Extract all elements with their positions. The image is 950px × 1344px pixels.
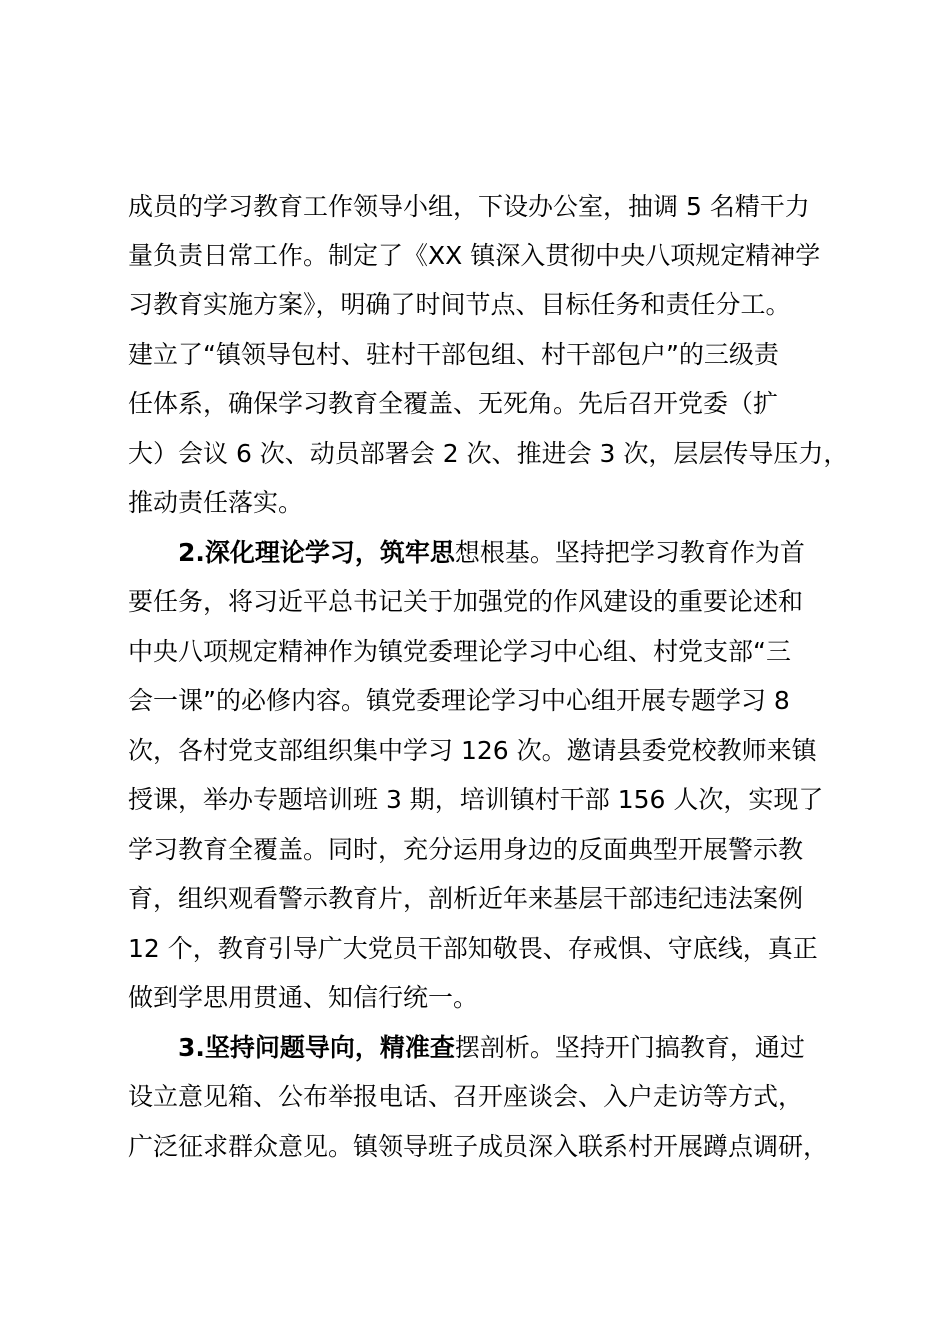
paragraph-line: 12 个，教育引导广大党员干部知敬畏、存戒惧、守底线，真正 [128,934,818,963]
paragraph-line: 要任务，将习近平总书记关于加强党的作风建设的重要论述和 [128,587,804,616]
heading-line-text: 摆剖析。坚持开门搞教育，通过 [454,1033,805,1062]
paragraph-line: 推动责任落实。 [128,488,304,517]
heading-line-text: 想根基。坚持把学习教育作为首 [454,538,805,567]
paragraph-line: 中央八项规定精神作为镇党委理论学习中心组、村党支部“三 [128,637,791,666]
paragraph-line: 设立意见箱、公布举报电话、召开座谈会、入户走访等方式， [128,1082,804,1111]
paragraph-line: 量负责日常工作。制定了《XX 镇深入贯彻中央八项规定精神学 [128,241,821,270]
paragraph-line: 任体系，确保学习教育全覆盖、无死角。先后召开党委（扩 [128,389,779,418]
paragraph-line: 授课，举办专题培训班 3 期，培训镇村干部 156 人次，实现了 [128,785,824,814]
section-heading-line [178,1031,898,1065]
section-heading-line [178,536,898,570]
paragraph-line: 广泛征求群众意见。镇领导班子成员深入联系村开展蹲点调研， [128,1132,829,1161]
paragraph-line: 大）会议 6 次、动员部署会 2 次、推进会 3 次，层层传导压力， [128,439,849,468]
paragraph-line: 习教育实施方案》，明确了时间节点、目标任务和责任分工。 [128,290,791,319]
paragraph-line: 成员的学习教育工作领导小组，下设办公室，抽调 5 名精干力 [128,192,810,221]
paragraph-line: 建立了“镇领导包村、驻村干部包组、村干部包户”的三级责 [128,340,779,369]
paragraph-line: 育，组织观看警示教育片，剖析近年来基层干部违纪违法案例 [128,884,804,913]
paragraph-line: 次，各村党支部组织集中学习 126 次。邀请县委党校教师来镇 [128,736,817,765]
section-heading: 2.深化理论学习，筑牢思 [178,538,455,567]
paragraph-line: 做到学思用贯通、知信行统一。 [128,983,479,1012]
paragraph-line: 会一课”的必修内容。镇党委理论学习中心组开展专题学习 8 [128,686,790,715]
paragraph-line: 学习教育全覆盖。同时，充分运用身边的反面典型开展警示教 [128,835,804,864]
section-heading: 3.坚持问题导向，精准查 [178,1033,455,1062]
